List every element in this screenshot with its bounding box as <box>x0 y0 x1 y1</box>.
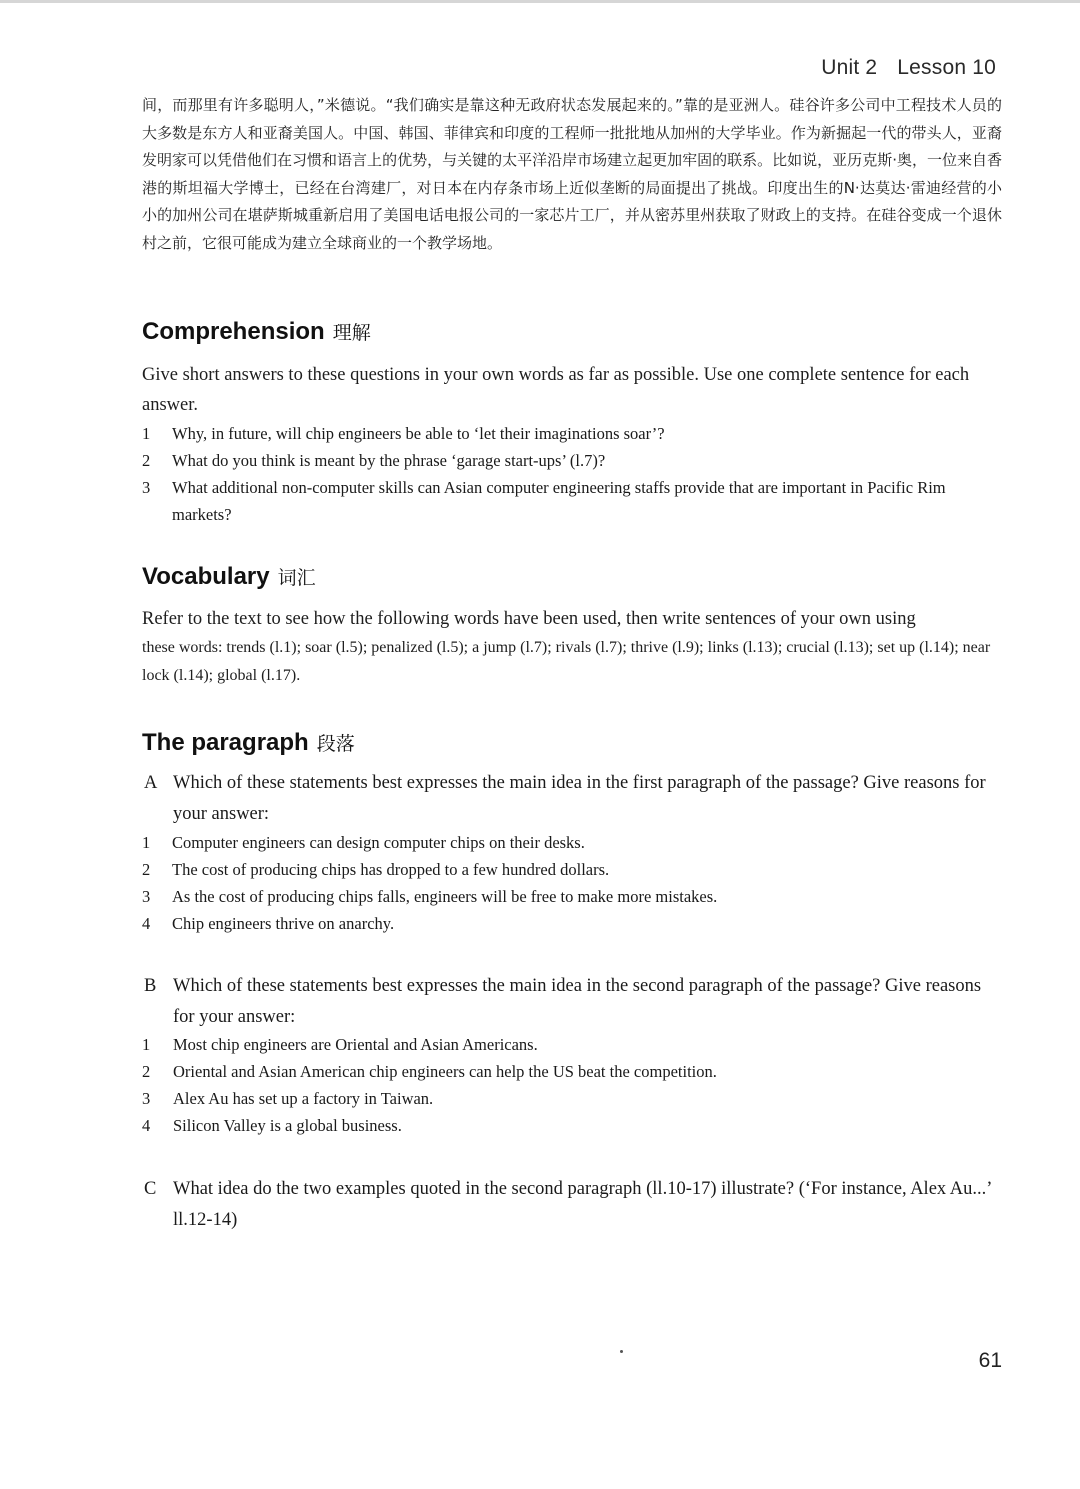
paragraph-title-zh: 段落 <box>316 733 355 755</box>
question-text: What additional non-computer skills can Asian computer engineering staffs provide that are important in Pacific Rim markets? <box>172 478 946 524</box>
list-item <box>142 1031 1002 1058</box>
comprehension-questions <box>142 420 1002 528</box>
paragraph-title: The paragraph <box>142 729 309 756</box>
top-border <box>0 0 1080 3</box>
question-text: Which of these statements best expresses the main idea in the first paragraph of the passage? Give reasons for your answer: <box>173 773 986 824</box>
option-number: 2 <box>142 1062 151 1081</box>
comprehension-title: Comprehension <box>142 318 325 345</box>
option-number: 1 <box>142 833 151 852</box>
list-item <box>142 910 1002 937</box>
lesson-label: Lesson 10 <box>897 56 996 79</box>
option-text: The cost of producing chips has dropped to a few hundred dollars. <box>172 860 610 879</box>
comprehension-instruction: Give short answers to these questions in your own words as far as possible. Use one complete sentence for each answer. <box>142 365 970 415</box>
vocabulary-instruction <box>142 604 1002 690</box>
option-number: 3 <box>142 887 151 906</box>
question-text: Why, in future, will chip engineers be able to ‘let their imaginations soar’? <box>172 424 665 443</box>
option-number: 3 <box>142 1089 151 1108</box>
comprehension-title-zh: 理解 <box>332 322 371 344</box>
paragraph-heading <box>142 729 355 757</box>
option-text: Alex Au has set up a factory in Taiwan. <box>173 1089 434 1108</box>
list-item <box>142 856 1002 883</box>
vocabulary-instruction-line: Refer to the text to see how the following words have been used, then write sentences of your own using <box>142 609 916 629</box>
list-item <box>142 1112 1002 1139</box>
option-text: Most chip engineers are Oriental and Asian Americans. <box>173 1035 538 1054</box>
running-header <box>821 56 996 80</box>
list-item <box>142 474 1002 528</box>
question-a <box>142 768 1002 830</box>
question-number: 1 <box>142 424 151 443</box>
question-text: What do you think is meant by the phrase ‘garage start-ups’ (l.7)? <box>172 451 606 470</box>
vocabulary-word-list: these words: trends (l.1); soar (l.5); penalized (l.5); a jump (l.7); rivals (l.7); thrive (l.9); links (l.13); crucial (l.13); set up (l.14); near lock (l.14); global (l.17). <box>142 639 991 684</box>
unit-label: Unit 2 <box>821 56 878 79</box>
question-letter: A <box>144 773 158 793</box>
question-b-options <box>142 1031 1002 1139</box>
page-number: 61 <box>978 1349 1002 1372</box>
option-number: 2 <box>142 860 151 879</box>
list-item <box>142 447 1002 474</box>
list-item <box>142 420 1002 447</box>
question-letter: C <box>144 1179 157 1199</box>
option-text: As the cost of producing chips falls, engineers will be free to make more mistakes. <box>172 887 718 906</box>
list-item <box>142 829 1002 856</box>
comprehension-heading <box>142 318 371 346</box>
list-item <box>142 1085 1002 1112</box>
option-text: Computer engineers can design computer chips on their desks. <box>172 833 585 852</box>
question-letter: B <box>144 976 157 996</box>
option-number: 4 <box>142 1116 151 1135</box>
question-text: Which of these statements best expresses the main idea in the second paragraph of the passage? Give reasons for your answer: <box>173 976 982 1027</box>
option-number: 4 <box>142 914 151 933</box>
question-c <box>142 1174 1002 1236</box>
question-number: 2 <box>142 451 151 470</box>
question-text: What idea do the two examples quoted in the second paragraph (ll.10-17) illustrate? (‘For instance, Alex Au...’ ll.12-14) <box>173 1179 992 1230</box>
vocabulary-title: Vocabulary <box>142 563 270 590</box>
option-text: Chip engineers thrive on anarchy. <box>172 914 395 933</box>
scan-speck <box>620 1350 623 1353</box>
chinese-paragraph: 间，而那里有许多聪明人，”米德说。“我们确实是靠这种无政府状态发展起来的。”靠的是亚洲人。硅谷许多公司中工程技术人员的大多数是东方人和亚裔美国人。中国、韩国、菲律宾和印度的工程师一批批地从加州的大学毕业。作为新掘起一代的带头人，亚裔发明家可以凭借他们在习惯和语言上的优势，与关键的太平洋沿岸市场建立起更加牢固的联系。比如说，亚历克斯·奥，一位来自香港的斯坦福大学博士，已经在台湾建厂，对日本在内存条市场上近似垄断的局面提出了挑战。印度出生的N·达莫达·雷迪经营的小小的加州公司在堪萨斯城重新启用了美国电话电报公司的一家芯片工厂，并从密苏里州获取了财政上的支持。在硅谷变成一个退休村之前，它很可能成为建立全球商业的一个教学场地。 <box>142 96 1002 252</box>
question-b <box>142 971 1002 1033</box>
question-a-options <box>142 829 1002 937</box>
question-number: 3 <box>142 478 151 497</box>
option-text: Oriental and Asian American chip engineers can help the US beat the competition. <box>173 1062 717 1081</box>
vocabulary-heading <box>142 563 316 591</box>
option-number: 1 <box>142 1035 151 1054</box>
list-item <box>142 1058 1002 1085</box>
option-text: Silicon Valley is a global business. <box>173 1116 402 1135</box>
list-item <box>142 883 1002 910</box>
vocabulary-title-zh: 词汇 <box>277 567 316 589</box>
